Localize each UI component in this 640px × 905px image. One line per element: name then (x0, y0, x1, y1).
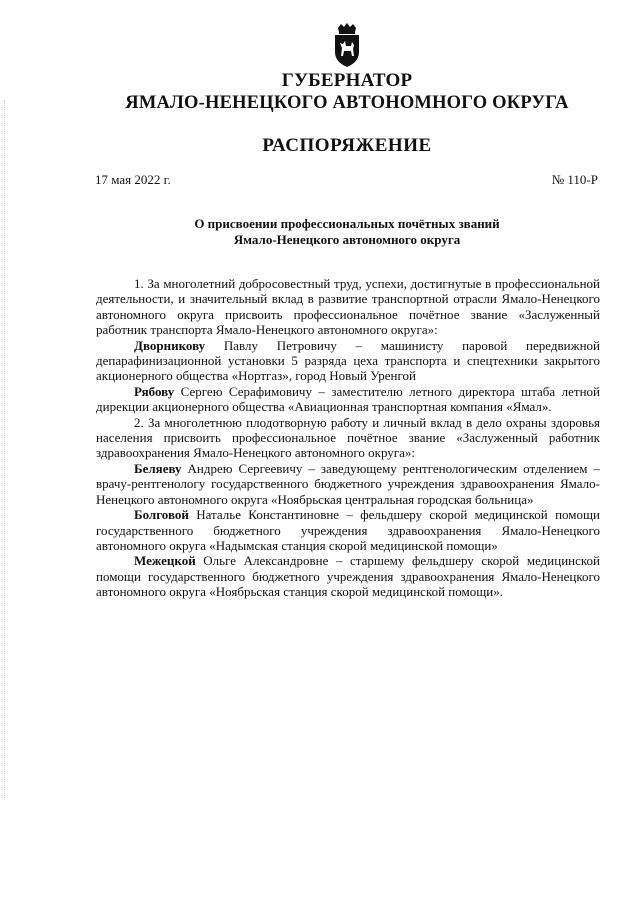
paragraph: Межецкой Ольге Александровне – старшему фельдшеру скорой медицинской помощи государственного бюджетного учреждения здравоохранения Ямало-Ненецкого автономного округа «Ноябрьская станция скорой медицинской помощи». (96, 553, 600, 600)
governor-title: ГУБЕРНАТОР (281, 70, 413, 91)
document-date: 17 мая 2022 г. (95, 172, 171, 187)
awardee-name: Рябову (134, 383, 175, 399)
awardee-name: Межецкой (134, 553, 196, 569)
awardee-name: Беляеву (134, 460, 182, 476)
paragraph: 1. За многолетний добросовестный труд, успехи, достигнутые в профессиональной деятельности, и значительный вклад в развитие транспортной отрасли Ямало-Ненецкого автономного округа присвоить профессиональное почётное звание «Заслуженный работник транспорта Ямало-Ненецкого автономного округа»: (96, 276, 600, 338)
paragraph: Дворникову Павлу Петровичу – машинисту паровой передвижной депарафинизационной установки 5 разряда цеха транспорта и спецтехники закрытого акционерного общества «Нортгаз», город Новый Уренгой (96, 337, 600, 384)
document-number: № 110-Р (551, 172, 598, 187)
awardee-name: Дворникову (134, 337, 206, 353)
document-body (96, 276, 600, 600)
document-subject (0, 216, 640, 248)
subject-line: Ямало-Ненецкого автономного округа (233, 232, 461, 247)
document-type: РАСПОРЯЖЕНИЕ (262, 135, 432, 156)
paragraph: 2. За многолетнюю плодотворную работу и личный вклад в дело охраны здоровья населения присвоить профессиональное почётное звание «Заслуженный работник здравоохранения Ямало-Ненецкого автономного округа»: (96, 414, 600, 461)
paragraph: Болговой Наталье Константиновне – фельдшеру скорой медицинской помощи государственного бюджетного учреждения здравоохранения Ямало-Ненецкого автономного округа «Надымская станция скорой медицинской помощи» (96, 507, 600, 553)
paragraph: Беляеву Андрею Сергеевичу – заведующему рентгенологическим отделением – врачу-рентгенологу государственного бюджетного учреждения здравоохранения Ямало-Ненецкого автономного округа «Ноябрьская центральная городская больница» (96, 460, 600, 507)
paragraph: Рябову Сергею Серафимовичу – заместителю летного директора штаба летной дирекции акционерного общества «Авиационная транспортная компания «Ямал». (96, 383, 600, 415)
subject-line: О присвоении профессиональных почётных званий (194, 216, 500, 231)
margin-marks (4, 100, 7, 800)
coat-of-arms-icon (329, 22, 365, 68)
region-title: ЯМАЛО-НЕНЕЦКОГО АВТОНОМНОГО ОКРУГА (125, 93, 569, 113)
awardee-name: Болговой (134, 507, 189, 523)
